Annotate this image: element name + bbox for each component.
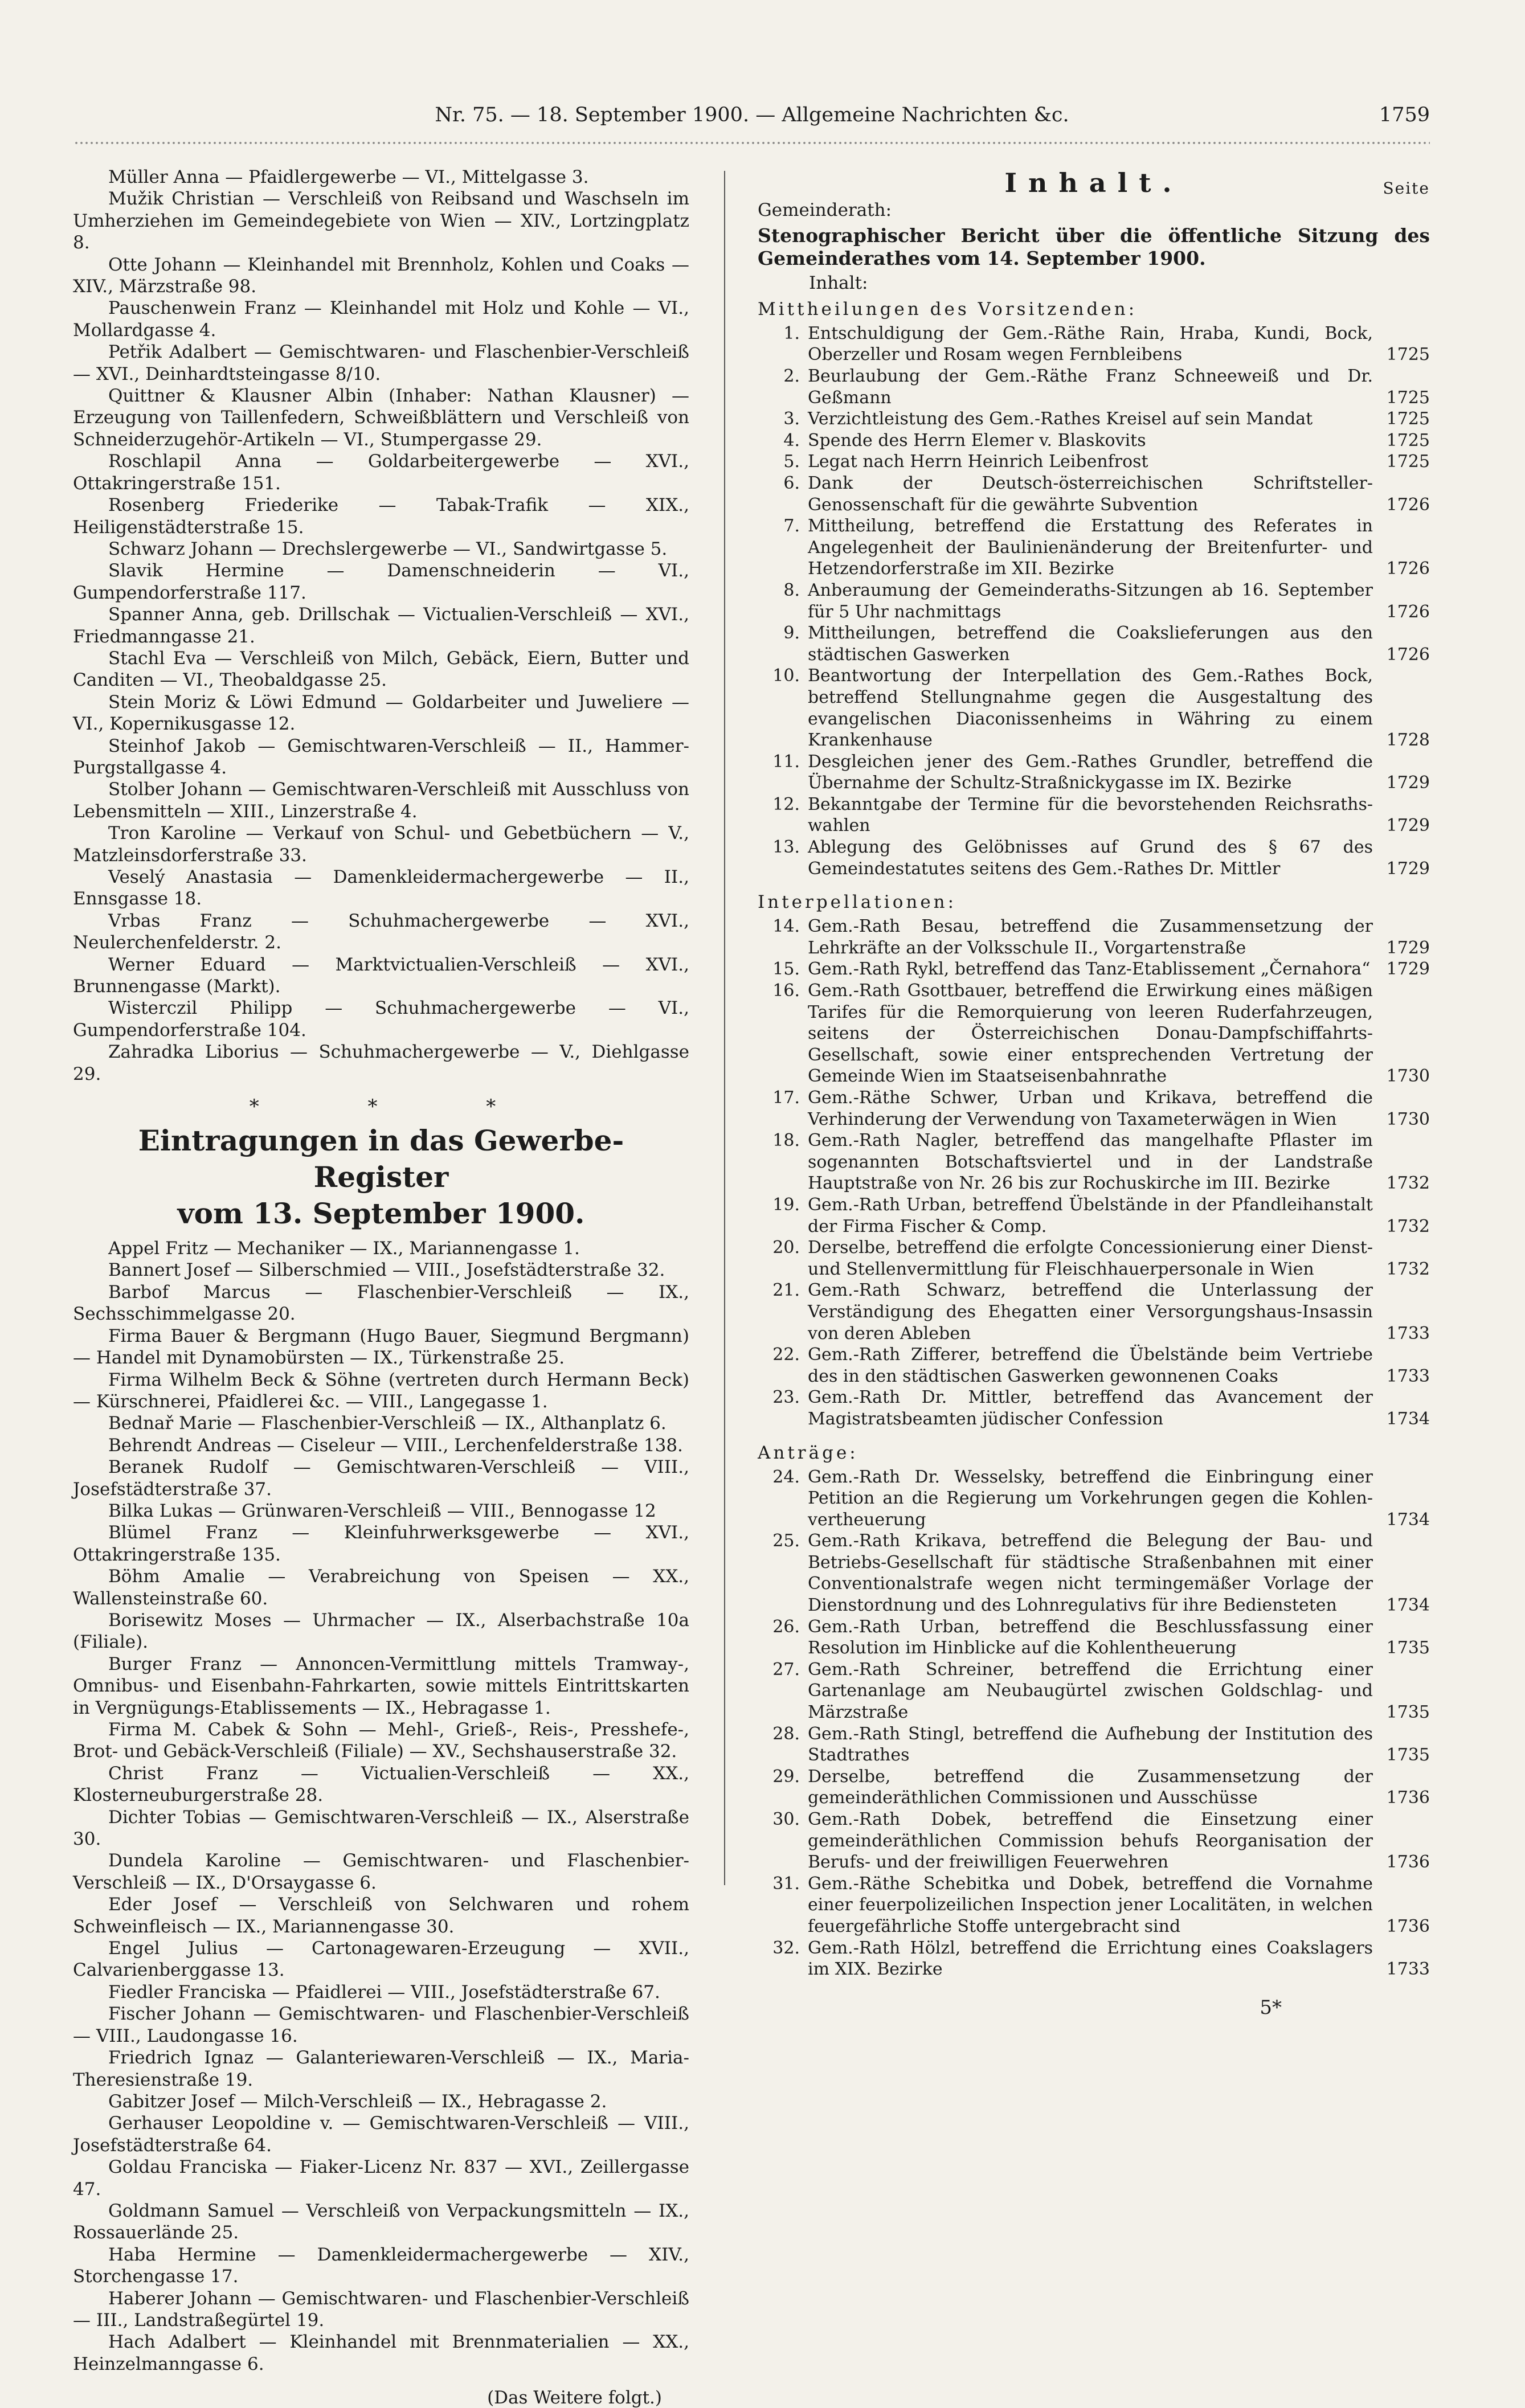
toc-item-number: 2. xyxy=(783,366,800,386)
toc-category-interpellationen: Interpellationen: xyxy=(758,892,957,913)
toc-item-page: 1736 xyxy=(1386,1788,1430,1808)
toc-item-title: Legat nach Herrn Heinrich Leibenfrost xyxy=(808,452,1148,472)
toc-item-page: 1735 xyxy=(1386,1745,1430,1766)
register-entry: Gerhauser Leopoldine v. — Gemischtwaren-Verschleiß — VIII., Josefstädterstraße 64. xyxy=(73,2113,689,2156)
register-title xyxy=(73,1123,689,1232)
toc-item-page: 1734 xyxy=(1386,1509,1430,1530)
toc-item xyxy=(758,1530,1430,1616)
toc-item-title: Gem.-Rath Rykl, betreffend das Tanz-Etablissement „Černahora“ xyxy=(808,959,1371,980)
toc-category-antraege: Anträge: xyxy=(758,1442,858,1463)
header-dotted-rule xyxy=(74,140,1430,146)
toc-item-page: 1735 xyxy=(1386,1638,1430,1658)
right-column xyxy=(758,166,1430,2019)
register-entry: Fischer Johann — Gemischtwaren- und Flaschenbier-Verschleiß — VIII., Laudongasse 16. xyxy=(73,2004,689,2046)
toc-item xyxy=(758,408,1430,430)
register-entry: Otte Johann — Kleinhandel mit Brennholz, Kohlen und Coaks — XIV., Märzstraße 98. xyxy=(73,254,689,297)
register-entry: Beranek Rudolf — Gemischtwaren-Verschleiß — VIII., Josefstädterstraße 37. xyxy=(73,1457,689,1500)
toc-heading-text: Inhalt. xyxy=(1004,167,1183,198)
register-entry: Burger Franz — Annoncen-Vermittlung mittels Tramway-, Omnibus- und Eisenbahn-Fahrkarten, sowie mittels Eintrittskarten in Vergnügungs-Etablissements — IX., Hebragasse 1. xyxy=(73,1653,689,1718)
toc-item-title: Gem.-Rath Dobek, betreffend die Einsetzung einer gemeinderäthlichen Commission behufs Reorganisation der Berufs- und der freiwilligen Feuerwehren xyxy=(808,1809,1373,1873)
toc-item-page: 1730 xyxy=(1386,1109,1430,1129)
toc-item-number: 4. xyxy=(783,430,800,451)
toc-item-title: Gem.-Rath Schreiner, betreffend die Errichtung einer Gartenanlage am Neubaugürtel zwischen Goldschlag- und Märzstraße xyxy=(808,1659,1373,1723)
register-entry: Firma M. Cabek & Sohn — Mehl-, Grieß-, Reis-, Presshefe-, Brot- und Gebäck-Verschleiß (Filiale) — XV., Sechshauserstraße 32. xyxy=(73,1719,689,1762)
section-stars: * * * xyxy=(249,1095,547,1119)
toc-item xyxy=(758,515,1430,580)
register-entry: Veselý Anastasia — Damenkleidermachergewerbe — II., Ennsgasse 18. xyxy=(73,867,689,910)
register-entry: Böhm Amalie — Verabreichung von Speisen — XX., Wallensteinstraße 60. xyxy=(73,1566,689,1609)
register-entry: Wisterczil Philipp — Schuhmachergewerbe — VI., Gumpendorferstraße 104. xyxy=(73,998,689,1041)
toc-item-title: Gem.-Rath Dr. Mittler, betreffend das Avancement der Magistratsbeamten jüdischer Confession xyxy=(808,1387,1373,1429)
toc-item-title: Gem.-Rath Nagler, betreffend das mangelhafte Pflaster im sogenannten Botschaftsviertel und in der Landstraße Hauptstraße von Nr. 26 bis zur Rochuskirche im III. Bezirke xyxy=(808,1131,1373,1194)
toc-item xyxy=(758,1237,1430,1280)
toc-item-title: Derselbe, betreffend die Zusammensetzung der gemeinderäthlichen Commissionen und Ausschüsse xyxy=(808,1766,1373,1808)
toc-item-title: Ablegung des Gelöbnisses auf Grund des § 67 des Gemeindestatutes seitens des Gem.-Rathes Dr. Mittler xyxy=(808,837,1373,879)
toc-item-number: 7. xyxy=(783,516,800,537)
toc-item-number: 29. xyxy=(772,1766,800,1787)
toc-item-page: 1734 xyxy=(1386,1408,1430,1429)
toc-item-page: 1733 xyxy=(1386,1366,1430,1386)
toc-item-number: 6. xyxy=(783,473,800,493)
toc-item xyxy=(758,1659,1430,1723)
toc-item xyxy=(758,1130,1430,1194)
register-entry: Borisewitz Moses — Uhrmacher — IX., Alserbachstraße 10a (Filiale). xyxy=(73,1610,689,1653)
toc-item-number: 13. xyxy=(772,837,800,858)
register-entry: Firma Wilhelm Beck & Söhne (vertreten durch Hermann Beck) — Kürschnerei, Pfaidlerei &c. — VIII., Langegasse 1. xyxy=(73,1369,689,1412)
toc-item-title: Beantwortung der Interpellation des Gem.-Rathes Bock, betreffend Stellungnahme gegen die Ausgestaltung des evangelischen Diaconissenheims in Währing zu einem Krankenhause xyxy=(808,666,1373,751)
toc-item-title: Mittheilung, betreffend die Erstattung des Referates in Angelegenheit der Baulinienänderung der Breitenfurter- und Hetzendorferstraße im XII. Bezirke xyxy=(808,516,1373,579)
register-entry: Eder Josef — Verschleiß von Selchwaren und rohem Schweinfleisch — IX., Mariannengasse 30. xyxy=(73,1894,689,1937)
toc-category-mittheilungen: Mittheilungen des Vorsitzenden: xyxy=(758,298,1138,320)
register-entry: Quittner & Klausner Albin (Inhaber: Nathan Klausner) — Erzeugung von Taillenfedern, Schweißblättern und Verschleiß von Schneiderzugehör-Artikeln — VI., Stumpergasse 29. xyxy=(73,386,689,450)
toc-item-page: 1729 xyxy=(1386,816,1430,836)
toc-item xyxy=(758,794,1430,837)
toc-item-number: 28. xyxy=(772,1723,800,1744)
register-entry: Barbof Marcus — Flaschenbier-Verschleiß — IX., Sechsschimmelgasse 20. xyxy=(73,1281,689,1325)
register-entry: Rosenberg Friederike — Tabak-Trafik — XIX., Heiligenstädterstraße 15. xyxy=(73,495,689,538)
toc-item xyxy=(758,751,1430,794)
toc-item-title: Desgleichen jener des Gem.-Rathes Grundler, betreffend die Übernahme der Schultz-Straßnickygasse im IX. Bezirke xyxy=(808,751,1373,793)
toc-item xyxy=(758,1873,1430,1938)
toc-item xyxy=(758,1280,1430,1344)
register-title-line2: vom 13. September 1900. xyxy=(177,1197,585,1231)
toc-item-page: 1736 xyxy=(1386,1916,1430,1936)
toc-item-page: 1729 xyxy=(1386,937,1430,958)
toc-item xyxy=(758,980,1430,1087)
column-rule xyxy=(724,171,725,1885)
toc-item-page: 1725 xyxy=(1386,345,1430,365)
toc-item-page: 1726 xyxy=(1386,559,1430,579)
toc-item-page: 1733 xyxy=(1386,1323,1430,1344)
toc-item-number: 24. xyxy=(772,1467,800,1487)
toc-item-title: Gem.-Rath Urban, betreffend die Beschlussfassung einer Resolution im Hinblicke auf die Kohlentheuerung xyxy=(808,1616,1373,1658)
register-entries-2 xyxy=(73,1238,689,2375)
toc-item xyxy=(758,366,1430,408)
register-entry: Stachl Eva — Verschleiß von Milch, Gebäck, Eiern, Butter und Canditen — VI., Theobaldgasse 25. xyxy=(73,648,689,691)
toc-item xyxy=(758,1087,1430,1130)
toc-item xyxy=(758,623,1430,665)
toc-item-title: Bekanntgabe der Termine für die bevorstehenden Reichsraths-wahlen xyxy=(808,794,1373,836)
toc-item-number: 26. xyxy=(772,1616,800,1637)
toc-item xyxy=(758,451,1430,473)
toc-item-number: 21. xyxy=(772,1280,800,1301)
toc-item-title: Gem.-Rath Dr. Wesselsky, betreffend die Einbringung einer Petition an die Regierung um Vorkehrungen gegen die Kohlen-vertheuerung xyxy=(808,1467,1373,1530)
toc-item xyxy=(758,837,1430,879)
register-entry: Haberer Johann — Gemischtwaren- und Flaschenbier-Verschleiß — III., Landstraßegürtel 19. xyxy=(73,2288,689,2331)
toc-item-number: 18. xyxy=(772,1131,800,1151)
running-head-text: Nr. 75. — 18. September 1900. — Allgemeine Nachrichten &c. xyxy=(435,104,1069,126)
toc-item xyxy=(758,916,1430,959)
toc-item-number: 17. xyxy=(772,1088,800,1108)
toc-item-title: Verzichtleistung des Gem.-Rathes Kreisel auf sein Mandat xyxy=(808,409,1313,429)
toc-item-number: 14. xyxy=(772,916,800,937)
toc-item-number: 16. xyxy=(772,981,800,1001)
register-entry: Slavik Hermine — Damenschneiderin — VI., Gumpendorferstraße 117. xyxy=(73,560,689,603)
register-entry: Roschlapil Anna — Goldarbeitergewerbe — XVI., Ottakringerstraße 151. xyxy=(73,451,689,494)
toc-list-interpellationen xyxy=(758,916,1430,1430)
toc-item xyxy=(758,665,1430,751)
toc-item-title: Gem.-Rath Stingl, betreffend die Aufhebung der Institution des Stadtrathes xyxy=(808,1723,1373,1766)
toc-item xyxy=(758,1766,1430,1809)
toc-item xyxy=(758,580,1430,623)
toc-item-number: 20. xyxy=(772,1238,800,1258)
toc-item-page: 1725 xyxy=(1386,409,1430,429)
toc-item-title: Derselbe, betreffend die erfolgte Concessionierung einer Dienst- und Stellenvermittlung für Fleischhauerpersonale in Wien xyxy=(808,1238,1373,1279)
toc-item-number: 19. xyxy=(772,1194,800,1215)
toc-item-title: Gem.-Räthe Schebitka und Dobek, betreffend die Vornahme einer feuerpolizeilichen Inspection jener Localitäten, in welchen feuergefährliche Stoffe untergebracht sind xyxy=(808,1873,1373,1936)
toc-item-number: 12. xyxy=(772,794,800,814)
register-entry: Gabitzer Josef — Milch-Verschleiß — IX., Hebragasse 2. xyxy=(108,2091,607,2112)
left-column xyxy=(73,166,689,2408)
signature-mark: 5* xyxy=(1260,1996,1282,2019)
toc-item-page: 1726 xyxy=(1386,494,1430,515)
page-number: 1759 xyxy=(1379,104,1430,126)
toc-seite-label: Seite xyxy=(1383,179,1430,198)
register-entry: Spanner Anna, geb. Drillschak — Victualien-Verschleiß — XVI., Friedmanngasse 21. xyxy=(73,604,689,647)
toc-item xyxy=(758,1616,1430,1659)
register-entries-1 xyxy=(73,166,689,1085)
register-entry: Steinhof Jakob — Gemischtwaren-Verschleiß — II., Hammer-Purgstallgasse 4. xyxy=(73,735,689,778)
toc-item-number: 27. xyxy=(772,1659,800,1680)
register-entry: Zahradka Liborius — Schuhmachergewerbe — V., Diehlgasse 29. xyxy=(73,1042,689,1084)
toc-item-number: 30. xyxy=(772,1809,800,1829)
toc-item-title: Spende des Herrn Elemer v. Blaskovits xyxy=(808,430,1146,451)
toc-gemeinderath: Gemeinderath: xyxy=(758,200,892,220)
toc-item-number: 32. xyxy=(772,1938,800,1958)
toc-item-title: Gem.-Rath Hölzl, betreffend die Errichtung eines Coakslagers im XIX. Bezirke xyxy=(808,1938,1373,1980)
toc-item-number: 25. xyxy=(772,1531,800,1551)
toc-item-page: 1728 xyxy=(1386,730,1430,751)
toc-item-title: Gem.-Räthe Schwer, Urban und Krikava, betreffend die Verhinderung der Verwendung von Taxameterwägen in Wien xyxy=(808,1088,1373,1129)
toc-report-title: Stenographischer Bericht über die öffentliche Sitzung des Gemeinderathes vom 14. September 1900. xyxy=(758,224,1430,270)
toc-item xyxy=(758,1344,1430,1387)
toc-item-page: 1729 xyxy=(1386,858,1430,879)
toc-item-page: 1725 xyxy=(1386,452,1430,472)
toc-item-page: 1726 xyxy=(1386,601,1430,622)
register-entry: Bannert Josef — Silberschmied — VIII., Josefstädterstraße 32. xyxy=(108,1260,665,1281)
register-title-line1: Eintragungen in das Gewerbe-Register xyxy=(138,1124,624,1194)
toc-item-page: 1735 xyxy=(1386,1702,1430,1723)
register-entry: Christ Franz — Victualien-Verschleiß — XX., Klosterneuburgerstraße 28. xyxy=(73,1763,689,1806)
toc-item-page: 1729 xyxy=(1386,959,1430,980)
toc-item xyxy=(758,1938,1430,1980)
register-entry: Pauschenwein Franz — Kleinhandel mit Holz und Kohle — VI., Mollardgasse 4. xyxy=(73,298,689,341)
toc-item xyxy=(758,1194,1430,1237)
register-entry: Tron Karoline — Verkauf von Schul- und Gebetbüchern — V., Matzleinsdorferstraße 33. xyxy=(73,823,689,866)
toc-heading xyxy=(758,166,1430,199)
toc-item xyxy=(758,473,1430,515)
toc-item-title: Mittheilungen, betreffend die Coakslieferungen aus den städtischen Gaswerken xyxy=(808,623,1373,665)
toc-item-number: 31. xyxy=(772,1873,800,1894)
toc-item-title: Gem.-Rath Urban, betreffend Übelstände in der Pfandleihanstalt der Firma Fischer & Comp. xyxy=(808,1194,1373,1236)
register-entry: Bednař Marie — Flaschenbier-Verschleiß — IX., Althanplatz 6. xyxy=(108,1413,667,1434)
toc-item-title: Gem.-Rath Zifferer, betreffend die Übelstände beim Vertriebe des in den städtischen Gaswerken gewonnenen Coaks xyxy=(808,1345,1373,1386)
toc-item-page: 1725 xyxy=(1386,387,1430,408)
toc-item-number: 15. xyxy=(772,959,800,980)
register-entry: Appel Fritz — Mechaniker — IX., Mariannengasse 1. xyxy=(108,1238,580,1259)
toc-item-title: Gem.-Rath Schwarz, betreffend die Unterlassung der Verständigung des Ehegatten einer Versorgungshaus-Insassin von deren Ableben xyxy=(808,1280,1373,1344)
register-entry: Dichter Tobias — Gemischtwaren-Verschleiß — IX., Alserstraße 30. xyxy=(73,1807,689,1850)
register-entry: Werner Eduard — Marktvictualien-Verschleiß — XVI., Brunnengasse (Markt). xyxy=(73,954,689,997)
toc-item-title: Anberaumung der Gemeinderaths-Sitzungen ab 16. September für 5 Uhr nachmittags xyxy=(808,580,1373,622)
register-entry: Petřik Adalbert — Gemischtwaren- und Flaschenbier-Verschleiß — XVI., Deinhardtsteingasse 8/10. xyxy=(73,342,689,384)
register-entry: Dundela Karoline — Gemischtwaren- und Flaschenbier-Verschleiß — IX., D'Orsaygasse 6. xyxy=(73,1850,689,1893)
register-entry: Engel Julius — Cartonagewaren-Erzeugung — XVII., Calvarienberggasse 13. xyxy=(73,1938,689,1981)
toc-inhalt-label: Inhalt: xyxy=(809,273,868,294)
register-entry: Behrendt Andreas — Ciseleur — VIII., Lerchenfelderstraße 138. xyxy=(108,1435,683,1456)
toc-item-title: Gem.-Rath Krikava, betreffend die Belegung der Bau- und Betriebs-Gesellschaft für städtische Straßenbahnen mit einer Conventionalstrafe wegen nicht termingemäßer Vorlage der Dienstordnung und des Lohnregulativs für ihre Bediensteten xyxy=(808,1531,1373,1616)
toc-item xyxy=(758,1387,1430,1430)
register-entry: Vrbas Franz — Schuhmachergewerbe — XVI., Neulerchenfelderstr. 2. xyxy=(73,910,689,953)
register-entry: Goldmann Samuel — Verschleiß von Verpackungsmitteln — IX., Rossauerlände 25. xyxy=(73,2200,689,2243)
register-entry: Stein Moriz & Löwi Edmund — Goldarbeiter und Juweliere — VI., Kopernikusgasse 12. xyxy=(73,691,689,735)
register-entry: Haba Hermine — Damenkleidermachergewerbe — XIV., Storchengasse 17. xyxy=(73,2244,689,2287)
toc-item-number: 11. xyxy=(772,751,800,772)
toc-item-title: Gem.-Rath Besau, betreffend die Zusammensetzung der Lehrkräfte an der Volksschule II., Vorgartenstraße xyxy=(808,916,1373,958)
toc-item xyxy=(758,430,1430,452)
continued-note: (Das Weitere folgt.) xyxy=(487,2387,662,2408)
toc-item xyxy=(758,1809,1430,1873)
toc-item-page: 1732 xyxy=(1386,1173,1430,1194)
register-entry: Bilka Lukas — Grünwaren-Verschleiß — VIII., Bennogasse 12 xyxy=(108,1500,656,1521)
register-entry: Friedrich Ignaz — Galanteriewaren-Verschleiß — IX., Maria-Theresienstraße 19. xyxy=(73,2047,689,2090)
toc-item-title: Dank der Deutsch-österreichischen Schriftsteller-Genossenschaft für die gewährte Subvention xyxy=(808,473,1373,515)
toc-list-mittheilungen xyxy=(758,323,1430,879)
register-entry: Müller Anna — Pfaidlergewerbe — VI., Mittelgasse 3. xyxy=(108,167,589,187)
toc-list-antraege xyxy=(758,1467,1430,1980)
toc-item-page: 1730 xyxy=(1386,1066,1430,1087)
toc-item-number: 9. xyxy=(783,623,800,644)
toc-item-title: Beurlaubung der Gem.-Räthe Franz Schneeweiß und Dr. Geßmann xyxy=(808,366,1373,408)
toc-item-number: 5. xyxy=(783,452,800,472)
toc-item-page: 1729 xyxy=(1386,773,1430,793)
register-entry: Goldau Franciska — Fiaker-Licenz Nr. 837 — XVI., Zeillergasse 47. xyxy=(73,2157,689,2200)
register-entry: Blümel Franz — Kleinfuhrwerksgewerbe — XVI., Ottakringerstraße 135. xyxy=(73,1522,689,1565)
register-entry: Schwarz Johann — Drechslergewerbe — VI., Sandwirtgasse 5. xyxy=(108,538,668,559)
toc-item-number: 8. xyxy=(783,580,800,600)
toc-item-number: 1. xyxy=(783,323,800,343)
toc-item xyxy=(758,1723,1430,1766)
toc-item xyxy=(758,323,1430,366)
register-entry: Fiedler Franciska — Pfaidlerei — VIII., Josefstädterstraße 67. xyxy=(108,1981,660,2002)
toc-item-number: 10. xyxy=(772,666,800,686)
toc-item-page: 1726 xyxy=(1386,644,1430,665)
toc-item-title: Entschuldigung der Gem.-Räthe Rain, Hraba, Kundi, Bock, Oberzeller und Rosam wegen Fernbleibens xyxy=(808,323,1373,365)
toc-item-page: 1734 xyxy=(1386,1595,1430,1616)
toc-item-page: 1736 xyxy=(1386,1852,1430,1873)
register-entry: Firma Bauer & Bergmann (Hugo Bauer, Siegmund Bergmann) — Handel mit Dynamobürsten — IX., Türkenstraße 25. xyxy=(73,1325,689,1369)
toc-item-number: 22. xyxy=(772,1345,800,1365)
toc-item-page: 1725 xyxy=(1386,430,1430,451)
toc-item-number: 23. xyxy=(772,1387,800,1408)
toc-item xyxy=(758,959,1430,980)
toc-item-page: 1732 xyxy=(1386,1259,1430,1279)
toc-item-title: Gem.-Rath Gsottbauer, betreffend die Erwirkung eines mäßigen Tarifes für die Remorquierung von leeren Ruderfahrzeugen, seitens der Österreichischen Donau-Dampfschiffahrts-Gesellschaft, sowie einer entsprechenden Vertretung der Gemeinde Wien im Staatseisenbahnrathe xyxy=(808,981,1373,1087)
register-entry: Stolber Johann — Gemischtwaren-Verschleiß mit Ausschluss von Lebensmitteln — XIII., Linzerstraße 4. xyxy=(73,779,689,822)
toc-item-page: 1733 xyxy=(1386,1959,1430,1980)
toc-item-page: 1732 xyxy=(1386,1216,1430,1236)
running-head xyxy=(74,104,1430,126)
toc-item-number: 3. xyxy=(783,409,800,429)
toc-item xyxy=(758,1467,1430,1531)
register-entry: Mužik Christian — Verschleiß von Reibsand und Waschseln im Umherziehen im Gemeindegebiete von Wien — XIV., Lortzingplatz 8. xyxy=(73,189,689,253)
register-entry: Hach Adalbert — Kleinhandel mit Brennmaterialien — XX., Heinzelmanngasse 6. xyxy=(73,2332,689,2374)
